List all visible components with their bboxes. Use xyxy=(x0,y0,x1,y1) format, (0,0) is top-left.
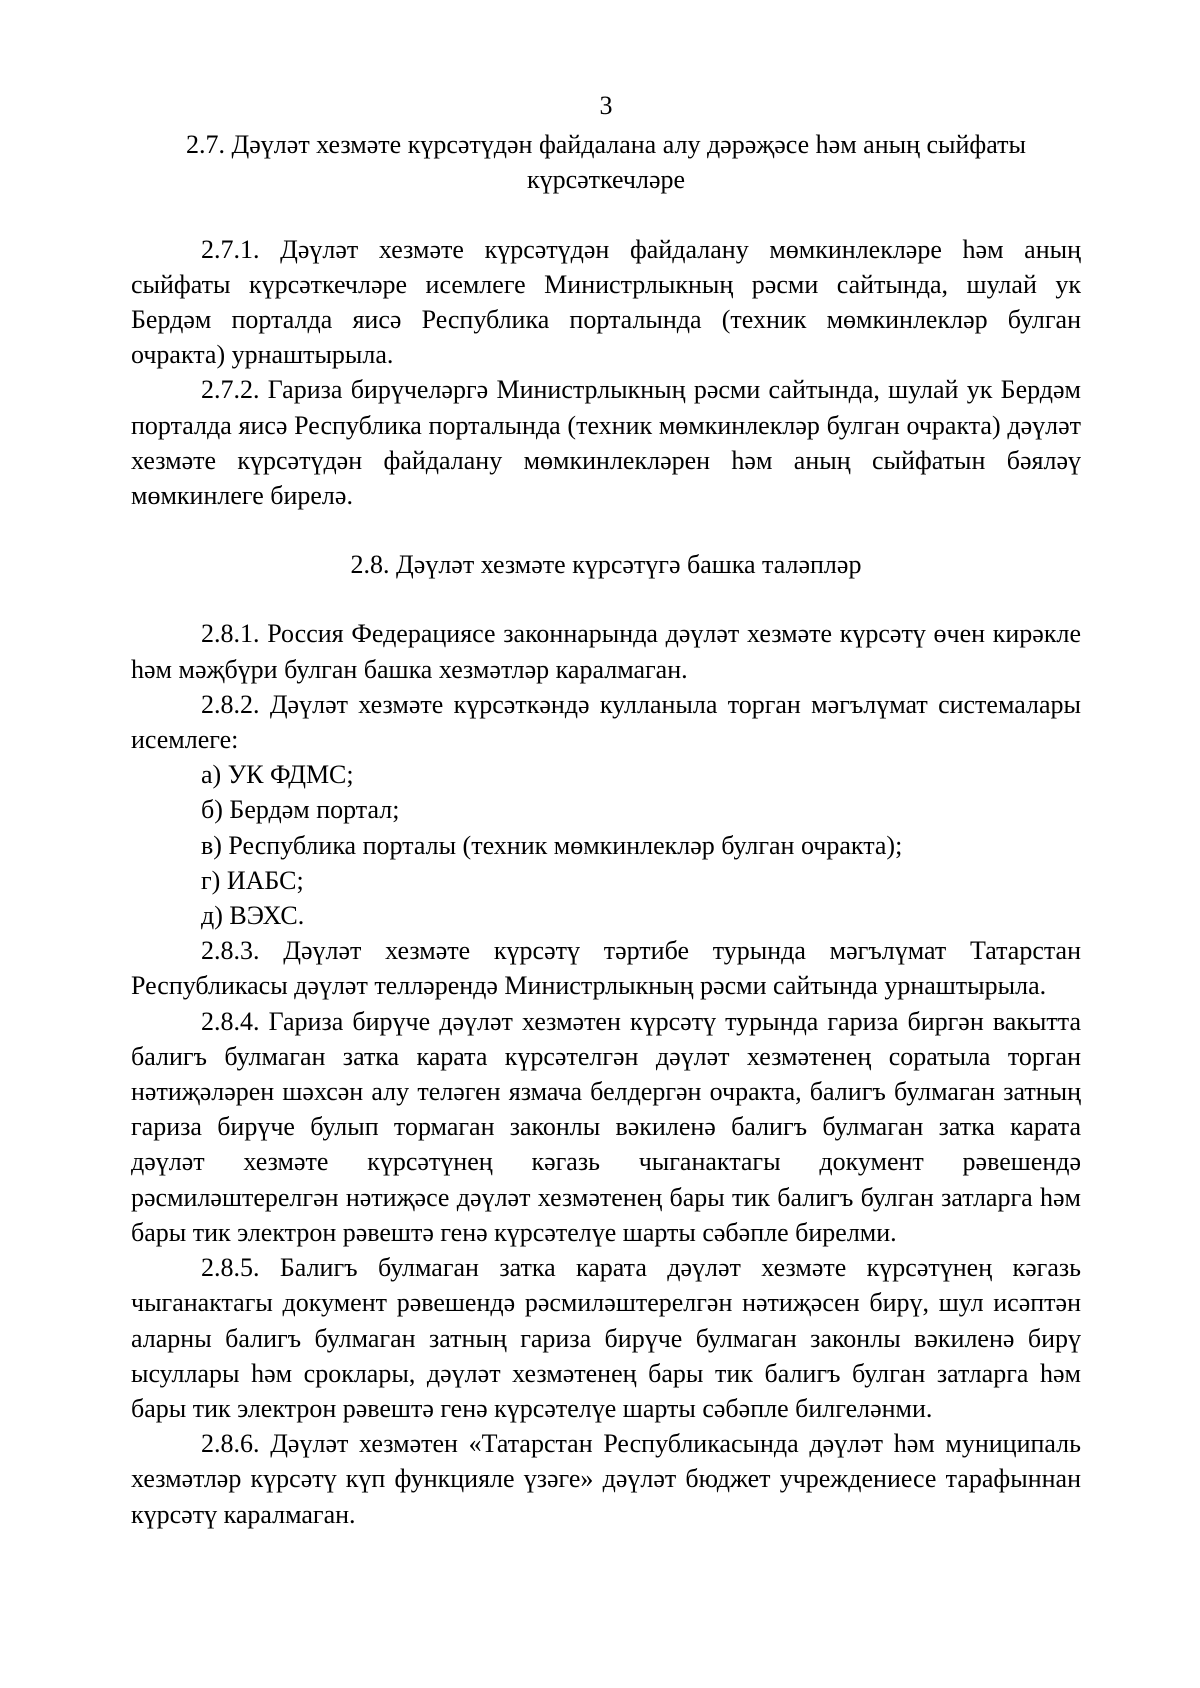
paragraph-2-8-6: 2.8.6. Дәүләт хезмәтен «Татарстан Республикасында дәүләт һәм муниципаль хезмәтләр күрсәтү күп функцияле үзәге» дәүләт бюджет учреждениесе тарафыннан күрсәтү каралмаган. xyxy=(131,1429,1081,1529)
document-page xyxy=(131,88,1081,1532)
list-item: б) Бердәм портал; xyxy=(201,795,400,825)
page-number: 3 xyxy=(599,91,613,120)
list-item: г) ИАБС; xyxy=(201,865,304,895)
paragraph-2-8-1: 2.8.1. Россия Федерациясе законнарында дәүләт хезмәте күрсәтү өчен кирәкле һәм мәҗбүри булган башка хезмәтләр каралмаган. xyxy=(131,619,1081,684)
paragraph-2-7-1: 2.7.1. Дәүләт хезмәте күрсәтүдән файдалану мөмкинлекләре һәм аның сыйфаты күрсәткечләре исемлеге Министрлыкның рәсми сайтында, шулай ук Бердәм порталда яисә Республика порталында (техник мөмкинлекләр булган очракта) урнаштырыла. xyxy=(131,234,1081,370)
paragraph-2-8-2: 2.8.2. Дәүләт хезмәте күрсәткәндә кулланыла торган мәгълүмат системалары исемлеге: xyxy=(131,689,1081,755)
list-item: а) УК ФДМС; xyxy=(201,760,354,790)
section-2-7-heading: 2.7. Дәүләт хезмәте күрсәтүдән файдалана алу дәрәҗәсе һәм аның сыйфаты күрсәткечләре xyxy=(186,130,1026,195)
paragraph-2-8-5: 2.8.5. Балигъ булмаган затка карата дәүләт хезмәте күрсәтүнең кәгазь чыганактагы документ рәвешендә рәсмиләштерелгән нәтиҗәсен бирү, шул исәптән аларны балигъ булмаган затның гариза бирүче булмаган законлы вәкиленә бирү ысуллары һәм сроклары, дәүләт хезмәтенең бары тик балигъ булган затларга һәм бары тик электрон рәвештә генә күрсәтелүе шарты сәбәпле билгеләнми. xyxy=(131,1253,1081,1423)
list-item: д) ВЭХС. xyxy=(201,901,305,931)
list-item: в) Республика порталы (техник мөмкинлекләр булган очракта); xyxy=(201,830,903,860)
information-systems-list xyxy=(131,757,1081,933)
section-2-8-heading: 2.8. Дәүләт хезмәте күрсәтүгә башка таләпләр xyxy=(350,550,862,580)
paragraph-2-8-4: 2.8.4. Гариза бирүче дәүләт хезмәтен күрсәтү турында гариза биргән вакытта балигъ булмаган затка карата күрсәтелгән дәүләт хезмәтенең соратыла торган нәтиҗәләрен шәхсән алу теләген язмача белдергән очракта, балигъ булмаган затның гариза бирүче булып тормаган законлы вәкиленә балигъ булмаган затка карата дәүләт хезмәте күрсәтүнең кәгазь чыганактагы документ рәвешендә рәсмиләштерелгән нәтиҗәсе дәүләт хезмәтенең бары тик балигъ булган затларга һәм бары тик электрон рәвештә генә күрсәтелүе шарты сәбәпле бирелми. xyxy=(131,1006,1081,1247)
paragraph-2-7-2: 2.7.2. Гариза бирүчеләргә Министрлыкның рәсми сайтында, шулай ук Бердәм порталда яисә Республика порталында (техник мөмкинлекләр булган очракта) дәүләт хезмәте күрсәтүдән файдалану мөмкинлекләрен һәм аның сыйфатын бәяләү мөмкинлеге бирелә. xyxy=(131,375,1081,511)
paragraph-2-8-3: 2.8.3. Дәүләт хезмәте күрсәтү тәртибе турында мәгълүмат Татарстан Республикасы дәүләт телләрендә Министрлыкның рәсми сайтында урнаштырыла. xyxy=(131,936,1081,1001)
